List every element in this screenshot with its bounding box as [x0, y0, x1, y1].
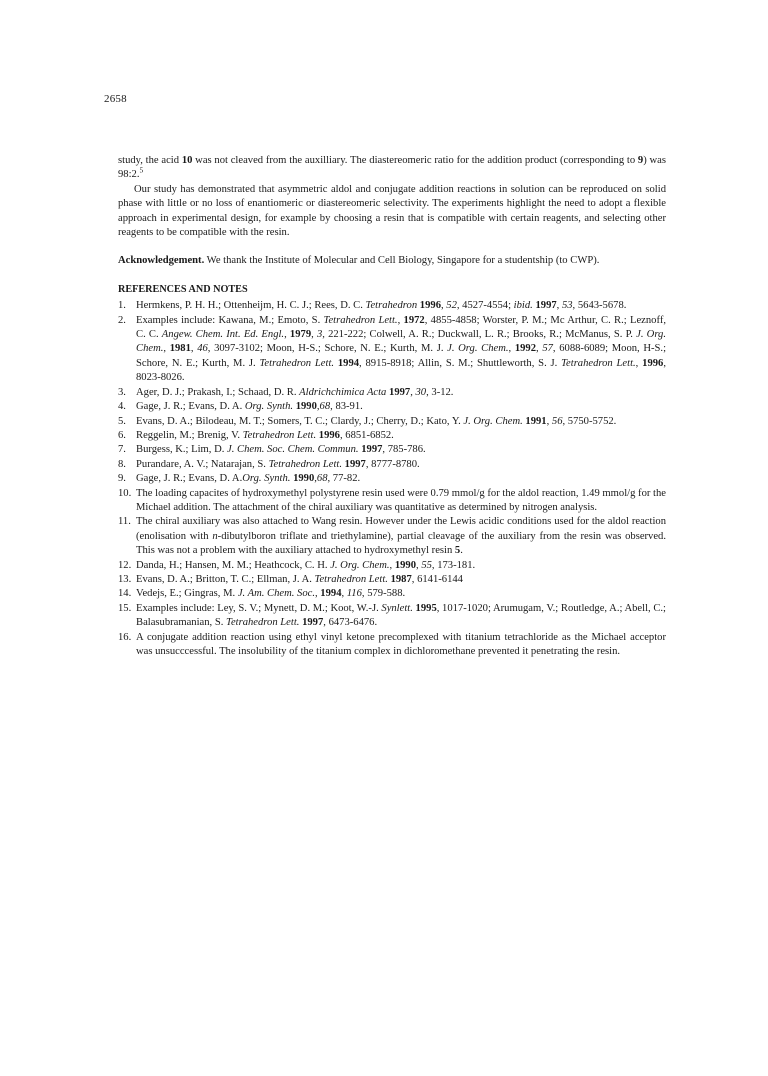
text-run: ,	[314, 473, 317, 485]
text-run: 1996	[318, 429, 340, 441]
text-run: ,	[284, 329, 290, 341]
text-run: , 3097-3102; Moon, H-S.; Schore, N. E.; Kurth, M. J.	[207, 343, 448, 355]
text-run: 1996	[419, 300, 441, 312]
text-run: ibid.	[513, 300, 533, 312]
text-run: Gage, J. R.; Evans, D. A.	[136, 401, 245, 413]
text-run: ,	[163, 343, 170, 355]
reference-item	[118, 587, 666, 601]
text-run: 56	[551, 415, 563, 427]
text-run: 53	[561, 300, 573, 312]
page-number: 2658	[104, 93, 127, 105]
text-run: ,	[410, 386, 416, 398]
reference-text	[136, 588, 405, 599]
text-run: Reggelin, M.; Brenig, V.	[136, 429, 243, 441]
reference-number: 11.	[118, 516, 131, 528]
reference-item	[118, 515, 666, 558]
text-run: Tetrahedron Lett.	[268, 458, 342, 470]
text-run: 57	[542, 343, 553, 355]
reference-text	[136, 315, 666, 384]
text-run: ,	[341, 588, 347, 600]
reference-text	[136, 516, 666, 556]
text-run: 1996	[642, 357, 664, 369]
text-run: Tetrahedron Lett.	[242, 429, 317, 441]
text-run: ,	[315, 588, 321, 600]
text-run: 1987	[390, 573, 412, 585]
reference-text	[136, 473, 360, 484]
text-run: , 4855-4858; Worster, P. M.; Mc Arthur, C. R.; Leznoff, C. C.	[136, 314, 666, 341]
text-run: 68	[319, 401, 331, 413]
text-run: A conjugate addition reaction using ethyl vinyl ketone precomplexed with titanium tetrachloride as the Michael acceptor was unsucccessful. The insolubility of the titanium complex in dichloromethane prevented it penetrating the resin.	[136, 631, 666, 657]
reference-number: 13.	[118, 573, 132, 585]
text-run: , 3-12.	[426, 386, 454, 398]
text-run: 1990	[295, 401, 317, 413]
reference-text	[136, 387, 453, 398]
reference-text	[136, 416, 616, 427]
text-run: , 221-222; Colwell, A. R.; Duckwall, L. R.; Brooks, R.; McManus, S. P.	[322, 329, 637, 341]
text-run: 1994	[337, 357, 360, 369]
text-run: 46	[197, 343, 208, 355]
text-run: Aldrichchimica Acta	[299, 386, 387, 398]
text-run: ,	[389, 559, 395, 571]
reference-text	[136, 430, 394, 441]
text-run: 1997	[344, 458, 366, 470]
text-run: , 4527-4554;	[456, 300, 514, 312]
text-run: ,	[311, 329, 317, 341]
text-run: 1997	[361, 444, 383, 456]
reference-text	[136, 401, 363, 412]
text-run: ,	[190, 343, 198, 355]
text-run: 68	[316, 473, 328, 485]
references-list	[118, 299, 666, 659]
text-run: , 173-181.	[431, 559, 476, 571]
text-run: ,	[416, 559, 422, 571]
text-run: Examples include: Ley, S. V.; Mynett, D. M.; Koot, W.-J.	[136, 602, 382, 614]
text-run: 1997	[535, 300, 557, 312]
text-run: The chiral auxiliary was also attached to Wang resin. However under the Lewis acidic conditions used for the aldol reaction (enolisation with	[136, 516, 666, 542]
reference-item	[118, 299, 666, 313]
text-run: 52	[446, 300, 457, 312]
reference-item	[118, 458, 666, 472]
text-run: ,	[556, 300, 562, 312]
text-run: Evans, D. A.; Bilodeau, M. T.; Somers, T. C.; Clardy, J.; Cherry, D.; Kato, Y.	[136, 415, 464, 427]
reference-item	[118, 386, 666, 400]
text-run: Vedejs, E.; Gingras, M.	[136, 588, 238, 600]
reference-item	[118, 472, 666, 486]
reference-number: 12.	[118, 559, 132, 571]
text-run: Org. Synth.	[244, 401, 294, 413]
text-run: 30	[415, 386, 427, 398]
text-run: J. Org. Chem.	[330, 559, 390, 571]
reference-number: 4.	[118, 401, 126, 413]
reference-text	[136, 632, 666, 657]
text-run: , 579-588.	[361, 588, 406, 600]
reference-item	[118, 400, 666, 414]
acknowledgement-heading: Acknowledgement.	[118, 255, 205, 267]
text-run: 1997	[389, 386, 411, 398]
text-run: 3	[316, 329, 323, 341]
text-run: Tetrahedron Lett.	[561, 357, 636, 369]
text-run: , 6141-6144	[411, 573, 463, 585]
reference-text	[136, 444, 426, 455]
reference-text	[136, 574, 463, 585]
text-run: study, the acid	[118, 155, 182, 166]
text-run: J. Chem. Soc. Chem. Commun.	[227, 444, 359, 456]
text-run: , 8915-8918; Allin, S. M.; Shuttleworth, S. J.	[359, 357, 562, 369]
text-run: , 8777-8780.	[365, 458, 420, 470]
text-run: 1992	[514, 343, 537, 355]
text-run: , 8023-8026.	[136, 357, 666, 384]
text-run: ,	[440, 300, 447, 312]
text-run: ,	[635, 357, 643, 369]
text-run: ) was 98:2.	[118, 155, 666, 181]
text-run: Danda, H.; Hansen, M. M.; Heathcock, C. H.	[136, 559, 331, 571]
text-run: , 83-91.	[330, 401, 363, 413]
text-run: 1972	[403, 314, 425, 326]
paragraph-conclusion: Our study has demonstrated that asymmetric aldol and conjugate addition reactions in solution can be reproduced on solid phase with little or no loss of enantiomeric or diastereomeric selectivity. The experiments highlight the need to adopt a flexible approach in experimental design, for example by choosing a resin that is compatible with certain reagents, and selecting other reagents to be compatible with the resin.	[118, 183, 666, 239]
reference-text	[136, 560, 475, 571]
reference-number: 3.	[118, 386, 126, 398]
reference-text	[136, 459, 420, 470]
text-run: Evans, D. A.; Britton, T. C.; Ellman, J. A.	[136, 573, 315, 585]
reference-item	[118, 631, 666, 660]
text-run: , 1017-1020; Arumugam, V.; Routledge, A.; Abell, C.; Balasubramanian, S.	[136, 602, 666, 629]
reference-number: 9.	[118, 473, 126, 485]
text-run: 5	[139, 165, 144, 175]
acknowledgement-text: We thank the Institute of Molecular and Cell Biology, Singapore for a studentship (to CWP).	[204, 255, 600, 267]
text-run: 1990	[394, 559, 417, 571]
text-run: 1979	[289, 329, 312, 341]
reference-number: 7.	[118, 444, 126, 456]
text-run: , 5750-5752.	[562, 415, 617, 427]
text-run: , 6851-6852.	[339, 429, 394, 441]
reference-item	[118, 443, 666, 457]
reference-item	[118, 573, 666, 587]
text-run: Purandare, A. V.; Natarajan, S.	[136, 458, 269, 470]
text-run: , 6088-6089; Moon, H-S.; Schore, N. E.; Kurth, M. J.	[136, 343, 667, 369]
reference-text	[136, 488, 666, 513]
reference-item	[118, 429, 666, 443]
text-run: 1991	[525, 415, 547, 427]
text-run: Examples include: Kawana, M.; Emoto, S.	[136, 314, 324, 326]
reference-number: 1.	[118, 300, 126, 312]
text-run: Ager, D. J.; Prakash, I.; Schaad, D. R.	[136, 386, 300, 398]
text-run: 116	[346, 588, 362, 600]
text-run: ,	[397, 314, 404, 326]
text-run: ,	[546, 415, 552, 427]
reference-number: 6.	[118, 429, 126, 441]
reference-item	[118, 314, 666, 386]
text-run: Burgess, K.; Lim, D.	[136, 444, 228, 456]
reference-number: 14.	[118, 588, 132, 600]
text-run: ,	[536, 343, 543, 355]
text-run: 1997	[302, 617, 324, 629]
reference-number: 10.	[118, 487, 132, 499]
text-run: -dibutylboron triflate and triethylamine), partial cleavage of the auxiliary from the resin was observed. This was not a problem with the auxiliary attached to hydroxymethyl resin	[136, 530, 666, 557]
text-run: J. Am. Chem. Soc.	[237, 588, 315, 600]
text-run: , 785-786.	[382, 444, 426, 456]
text-run: 1990	[293, 473, 315, 485]
text-run: .	[460, 545, 463, 557]
text-run: , 5643-5678.	[572, 300, 627, 312]
references-heading: REFERENCES AND NOTES	[118, 283, 248, 295]
text-run: ,	[508, 343, 515, 355]
text-run: Org. Synth.	[242, 473, 291, 485]
reference-text	[136, 603, 666, 628]
text-run: J. Org. Chem.	[136, 329, 666, 355]
reference-item	[118, 415, 666, 429]
text-run: n	[212, 530, 218, 542]
text-run: Tetrahedron	[365, 300, 418, 312]
text-run: Hermkens, P. H. H.; Ottenheijm, H. C. J.; Rees, D. C.	[136, 300, 366, 312]
text-run: Angew. Chem. Int. Ed. Engl.	[161, 329, 285, 341]
text-run: Synlett.	[381, 602, 413, 614]
text-run: 1981	[169, 343, 191, 355]
text-run: was not cleaved from the auxilliary. The diastereomeric ratio for the addition product (corresponding to	[192, 155, 638, 166]
reference-item	[118, 602, 666, 631]
text-run: 1995	[415, 602, 437, 614]
text-run: J. Org. Chem.	[447, 343, 509, 355]
text-run: The loading capacites of hydroxymethyl polystyrene resin used were 0.79 mmol/g for the aldol reaction, 1.49 mmol/g for the Michael addition. The attachment of the chiral auxiliary was quantitative as determined by nitrogen analysis.	[136, 487, 666, 513]
text-run: Gage, J. R.; Evans, D. A.	[136, 473, 243, 485]
reference-number: 15.	[118, 602, 132, 614]
acknowledgement	[118, 254, 666, 268]
reference-item	[118, 487, 666, 516]
text-run: 5	[454, 545, 461, 557]
reference-number: 16.	[118, 631, 132, 643]
text-run: Tetrahedron Lett.	[226, 617, 300, 629]
text-run: 55	[421, 559, 432, 571]
text-run: , 6473-6476.	[323, 617, 378, 629]
reference-number: 5.	[118, 415, 126, 427]
reference-text	[136, 300, 626, 311]
reference-item	[118, 559, 666, 573]
text-run: 9	[637, 155, 644, 166]
article-body	[118, 154, 666, 659]
text-run: , 77-82.	[327, 473, 361, 485]
reference-number: 2.	[118, 314, 126, 326]
text-run: 1994	[320, 588, 342, 600]
text-run: Tetrahedron Lett.	[323, 314, 398, 326]
text-run: ,	[316, 401, 320, 413]
text-run: Tetrahedron Lett.	[314, 573, 388, 585]
text-run: Tetrahedron Lett.	[259, 357, 335, 369]
paragraph-continued	[118, 154, 666, 183]
reference-number: 8.	[118, 458, 126, 470]
text-run: J. Org. Chem.	[463, 415, 523, 427]
text-run: 10	[181, 155, 193, 166]
